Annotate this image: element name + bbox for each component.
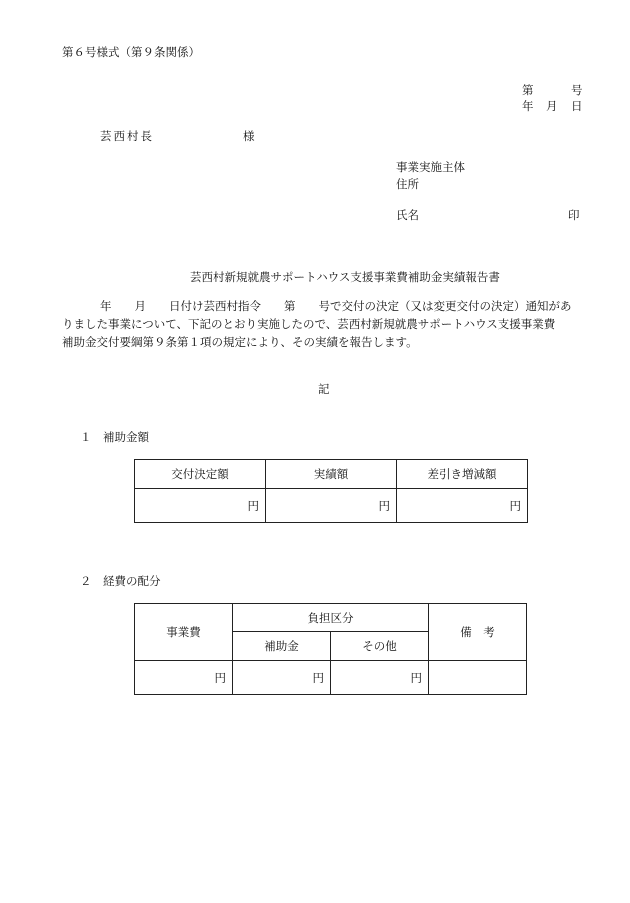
body-line-2: りました事業について、下記のとおり実施したので、芸西村新規就農サポートハウス支援事業費: [62, 317, 556, 331]
value-kofu-kettei: 円: [135, 489, 266, 523]
section1-heading: １ 補助金額: [80, 430, 149, 444]
header-biko: 備 考: [429, 604, 527, 661]
body-line-1: 年 月 日付け芸西村指令 第 号で交付の決定（又は変更交付の決定）通知があ: [100, 299, 572, 313]
header-kofu-kettei: 交付決定額: [135, 460, 266, 489]
header-sonota: その他: [331, 632, 429, 661]
section2-heading: ２ 経費の配分: [80, 574, 161, 588]
applicant-entity: 事業実施主体: [396, 160, 465, 174]
document-title: 芸西村新規就農サポートハウス支援事業費補助金実績報告書: [190, 270, 500, 284]
value-hojokin: 円: [233, 661, 331, 695]
ki-mark: 記: [318, 382, 330, 396]
value-jisseki: 円: [266, 489, 397, 523]
body-line-3: 補助金交付要綱第９条第１項の規定により、その実績を報告します。: [62, 335, 418, 349]
seal-mark: 印: [568, 208, 580, 222]
doc-number-dai: 第: [522, 83, 534, 97]
header-futan-kubun: 負担区分: [233, 604, 429, 632]
date-month: 月: [546, 99, 558, 113]
header-hojokin: 補助金: [233, 632, 331, 661]
applicant-address-label: 住所: [396, 177, 419, 191]
expense-allocation-table: [134, 603, 527, 695]
value-sonota: 円: [331, 661, 429, 695]
header-jisseki: 実績額: [266, 460, 397, 489]
value-biko: [429, 661, 527, 695]
form-label: 第６号様式（第９条関係）: [62, 45, 200, 59]
header-sashihiki: 差引き増減額: [397, 460, 528, 489]
applicant-name-label: 氏名: [396, 208, 419, 222]
value-jigyohi: 円: [135, 661, 233, 695]
value-sashihiki: 円: [397, 489, 528, 523]
date-day: 日: [571, 99, 583, 113]
subsidy-amount-table: [134, 459, 528, 523]
addressee-name: 芸西村長: [100, 129, 154, 143]
date-year: 年: [522, 99, 534, 113]
doc-number-gou: 号: [571, 83, 583, 97]
addressee-honorific: 様: [243, 129, 255, 143]
header-jigyohi: 事業費: [135, 604, 233, 661]
